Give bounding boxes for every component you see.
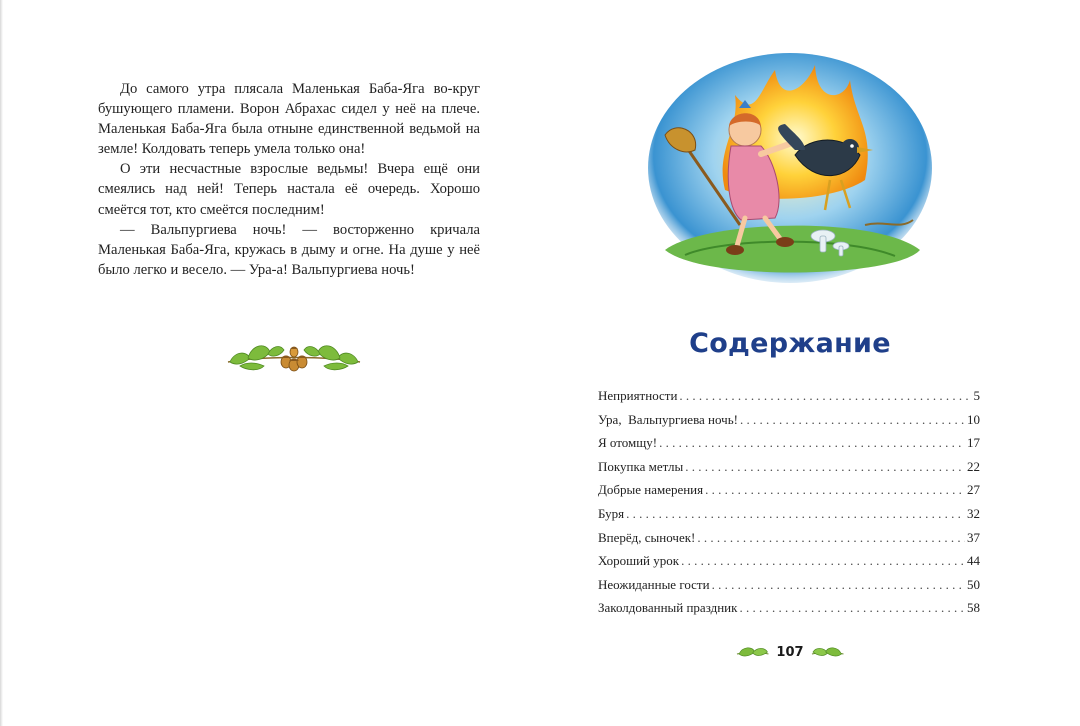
toc-leader-dots [739, 600, 965, 616]
toc-entry-page: 58 [967, 600, 980, 616]
oak-leaf-icon [810, 642, 845, 662]
toc-entry [598, 506, 980, 530]
toc-entry-label: Ура, Вальпургиева ночь! [598, 411, 738, 427]
toc-leader-dots [740, 412, 965, 428]
toc-leader-dots [679, 388, 971, 404]
table-of-contents [598, 388, 980, 624]
toc-entry-page: 22 [967, 458, 980, 474]
oak-leaf-acorn-ornament [220, 328, 368, 376]
toc-entry-label: Заколдованный праздник [598, 600, 738, 616]
contents-title: Содержание [689, 328, 891, 359]
toc-entry-label: Добрые намерения [598, 482, 704, 498]
story-paragraph-2: О эти несчастные взрослые ведьмы! Вчера ещё они смеялись над ней! Теперь настала её очередь. Хорошо смеётся тот, кто смеётся последним! [98, 161, 480, 218]
page-number: 107 [776, 644, 804, 660]
toc-entry [598, 553, 980, 577]
toc-entry [598, 600, 980, 624]
toc-entry [598, 482, 980, 506]
toc-entry [598, 459, 980, 483]
toc-leader-dots [681, 553, 965, 569]
toc-leader-dots [712, 577, 965, 593]
toc-leader-dots [626, 506, 965, 522]
toc-entry [598, 388, 980, 412]
toc-entry-page: 17 [967, 435, 980, 451]
toc-leader-dots [659, 435, 965, 451]
toc-entry-label: Покупка метлы [598, 458, 684, 474]
toc-entry-label: Хороший урок [598, 553, 680, 569]
toc-entry-label: Неприятности [598, 388, 678, 403]
toc-leader-dots [697, 530, 965, 546]
toc-entry-page: 5 [973, 388, 980, 403]
toc-entry-page: 37 [967, 529, 980, 545]
toc-entry-page: 27 [967, 482, 980, 498]
toc-leader-dots [705, 482, 965, 498]
toc-entry-label: Вперёд, сыночек! [598, 529, 696, 545]
witch-dancing-illustration [645, 50, 935, 290]
toc-entry [598, 530, 980, 554]
toc-entry [598, 435, 980, 459]
toc-entry-page: 10 [967, 411, 980, 427]
toc-entry-label: Буря [598, 505, 625, 521]
toc-entry [598, 577, 980, 601]
toc-entry-label: Неожиданные гости [598, 576, 710, 592]
toc-entry-page: 44 [967, 553, 980, 569]
toc-entry-page: 32 [967, 505, 980, 521]
oak-leaf-icon [735, 642, 770, 662]
story-text [98, 79, 480, 280]
toc-entry-label: Я отомщу! [598, 435, 658, 451]
page-spread-edge [0, 0, 3, 726]
story-paragraph-1: До самого утра плясала Маленькая Баба-Яга во-круг бушующего пламени. Ворон Абрахас сидел у неё на плече. Маленькая Баба-Яга была отныне единственной ведьмой на земле! Колдовать теперь умела только она! [98, 81, 480, 158]
page-footer [735, 640, 845, 664]
toc-entry-page: 50 [967, 576, 980, 592]
toc-entry [598, 412, 980, 436]
story-paragraph-3: — Вальпургиева ночь! — восторженно кричала Маленькая Баба-Яга, кружась в дыму и огне. На душе у неё было легко и весело. — Ура-а! Вальпургиева ночь! [98, 221, 480, 278]
toc-leader-dots [685, 459, 965, 475]
acorn-cluster [281, 347, 307, 371]
